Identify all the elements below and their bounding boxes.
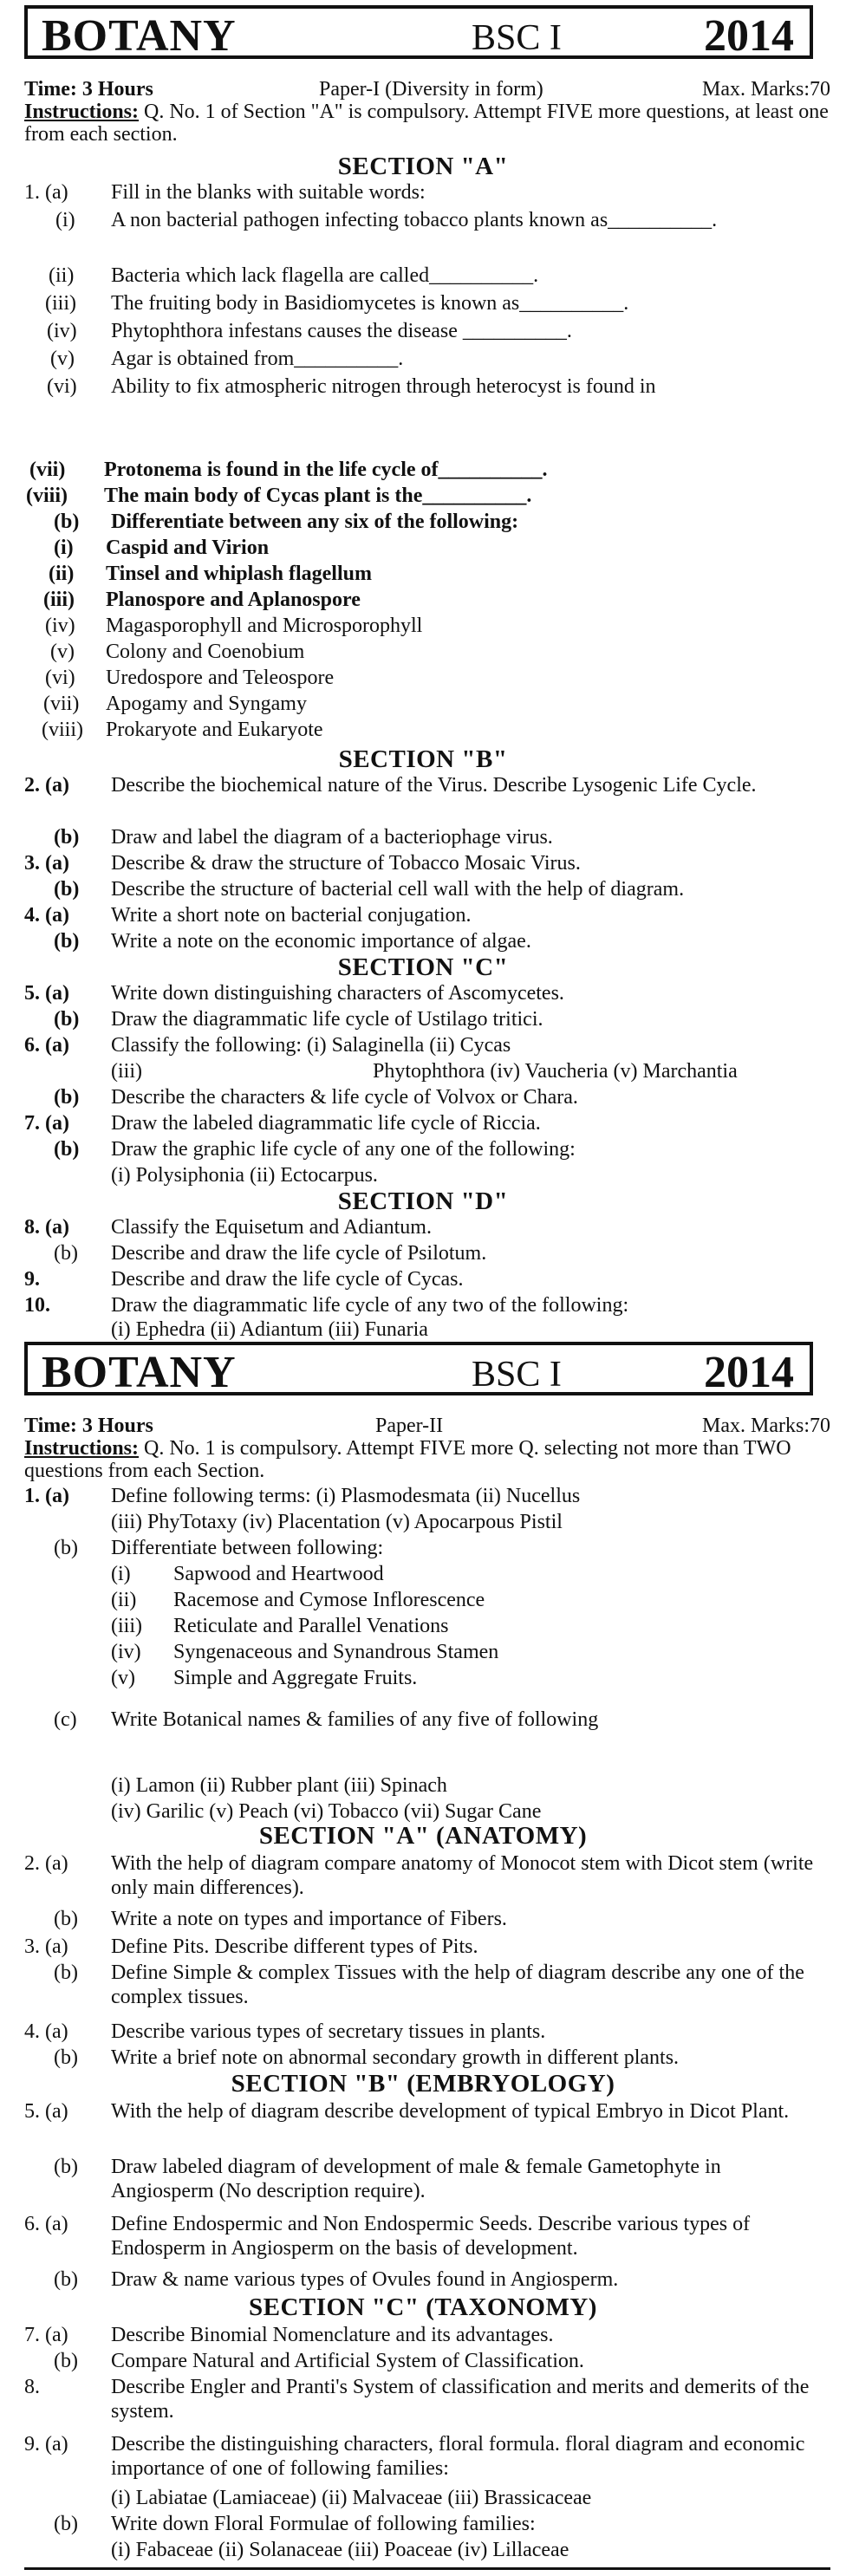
q1a-item-num: (iii) <box>45 292 76 315</box>
q1b-item-num: (v) <box>50 641 75 663</box>
q1a-item-text: Phytophthora infestans causes the disease __________. <box>111 320 572 342</box>
section-b-q-num: 3. (a) <box>24 852 69 875</box>
paper1-subject: BOTANY <box>42 11 237 61</box>
paper1-section-b-heading: SECTION "B" <box>338 745 508 773</box>
p2-q1-text: (iii) PhyTotaxy (iv) Placentation (v) Apocarpous Pistil <box>111 1511 563 1533</box>
p2-section-c-q-text: Write down Floral Formulae of following families: <box>111 2513 536 2535</box>
q1b-text: Differentiate between any six of the following: <box>111 511 519 533</box>
section-c-q-num: (b) <box>54 1008 80 1031</box>
p2-section-a-q-text: Define Simple & complex Tissues with the help of diagram describe any one of the complex tissues. <box>111 1961 804 2008</box>
p2-q1-text: Write Botanical names & families of any five of following <box>111 1708 599 1731</box>
paper1-section-d-heading: SECTION "D" <box>337 1187 509 1215</box>
p2-section-c-q-text: Describe the distinguishing characters, floral formula. floral diagram and economic importance of one of following families: <box>111 2433 805 2480</box>
p2-section-a-q-text: Define Pits. Describe different types of Pits. <box>111 1935 478 1958</box>
paper1-paper: Paper-I (Diversity in form) <box>319 78 543 101</box>
p2-section-a-q-num: (b) <box>54 1908 78 1930</box>
paper2-section-c-heading: SECTION "C" (TAXONOMY) <box>249 2293 597 2321</box>
section-d-q-text: Describe and draw the life cycle of Cycas. <box>111 1268 464 1291</box>
q1a-item-text: Bacteria which lack flagella are called__________. <box>111 264 539 287</box>
paper2-instructions <box>24 1437 830 1482</box>
section-d-q-num: 9. <box>24 1268 40 1291</box>
q1b-item-text: Colony and Coenobium <box>106 641 305 663</box>
paper2-time: Time: 3 Hours <box>24 1415 153 1437</box>
p2-section-c-q-num: 7. (a) <box>24 2324 68 2346</box>
p2-section-b-q-num: 5. (a) <box>24 2100 68 2123</box>
paper1-instructions-text: Q. No. 1 of Section "A" is compulsory. Attempt FIVE more questions, at least one from each section. <box>24 101 829 146</box>
paper2-section-a-heading: SECTION "A" (ANATOMY) <box>258 1822 588 1850</box>
p2-section-b-q-text: Define Endospermic and Non Endospermic Seeds. Describe various types of Endosperm in Angiosperm on the basis of development. <box>111 2213 751 2260</box>
p2-section-b-q-text: Draw labeled diagram of development of male & female Gametophyte in Angiosperm (No description require). <box>111 2156 721 2202</box>
q1a-item-text: A non bacterial pathogen infecting tobacco plants known as__________. <box>111 209 718 231</box>
p2-q1-num: (i) <box>111 1563 131 1585</box>
q1a-item-text: The main body of Cycas plant is the__________. <box>104 485 532 507</box>
q1a-item-text: Ability to fix atmospheric nitrogen through heterocyst is found in <box>111 375 656 398</box>
p2-section-b-q-num: (b) <box>54 2156 78 2178</box>
p2-q1-num: (ii) <box>111 1589 137 1611</box>
p2-section-a-q-num: 2. (a) <box>24 1852 68 1875</box>
p2-section-b-q-text: With the help of diagram describe development of typical Embryo in Dicot Plant. <box>111 2100 790 2123</box>
q1b-item-num: (iii) <box>43 589 75 611</box>
paper2-class: BSC I <box>472 1355 562 1395</box>
p2-section-a-q-text: Describe various types of secretary tissues in plants. <box>111 2020 546 2043</box>
section-d-q-text: (i) Ephedra (ii) Adiantum (iii) Funaria <box>111 1318 428 1341</box>
q1b-item-text: Uredospore and Teleospore <box>106 667 335 689</box>
q1b-item-text: Magasporophyll and Microsporophyll <box>106 615 423 637</box>
section-c-q-num: 7. (a) <box>24 1112 69 1135</box>
q1b-item-num: (viii) <box>42 719 83 741</box>
section-b-q-num: (b) <box>54 930 80 953</box>
section-b-q-text: Write a short note on bacterial conjugation. <box>111 904 472 927</box>
q1a-item-text: Protonema is found in the life cycle of__________. <box>104 459 548 481</box>
p2-q1-num: 1. (a) <box>24 1485 69 1507</box>
bottom-divider <box>24 2567 830 2570</box>
q1b-item-text: Apogamy and Syngamy <box>106 693 307 715</box>
paper1-instructions-label: Instructions: <box>24 101 140 123</box>
section-b-q-text: Write a note on the economic importance of algae. <box>111 930 531 953</box>
q1b-num: (b) <box>54 511 80 533</box>
section-d-q-num: 8. (a) <box>24 1216 69 1239</box>
section-c-q-text: Phytophthora (iv) Vaucheria (v) Marchantia <box>373 1060 738 1083</box>
p2-section-b-q-num: 6. (a) <box>24 2213 68 2235</box>
q1a-item-text: The fruiting body in Basidiomycetes is known as__________. <box>111 292 629 315</box>
p2-q1-num: (b) <box>54 1537 78 1559</box>
section-d-q-text: Draw the diagrammatic life cycle of any two of the following: <box>111 1294 629 1317</box>
section-b-q-num: (b) <box>54 878 80 901</box>
q1a-text: Fill in the blanks with suitable words: <box>111 181 426 204</box>
p2-q1-num: (iii) <box>111 1615 142 1637</box>
p2-section-a-q-text: Write a brief note on abnormal secondary growth in different plants. <box>111 2046 680 2069</box>
q1a-item-text: Agar is obtained from__________. <box>111 348 404 370</box>
q1a-item-num: (ii) <box>49 264 75 287</box>
section-c-q-num: 5. (a) <box>24 982 69 1005</box>
paper2-banner <box>24 1342 813 1395</box>
p2-section-a-q-text: With the help of diagram compare anatomy of Monocot stem with Dicot stem (write only main differences). <box>111 1852 814 1899</box>
p2-section-a-q-text: Write a note on types and importance of Fibers. <box>111 1908 507 1930</box>
section-b-q-num: 4. (a) <box>24 904 69 927</box>
q1b-item-num: (i) <box>54 537 74 559</box>
paper1-marks: Max. Marks:70 <box>702 78 830 101</box>
p2-q1-text: Define following terms: (i) Plasmodesmata (ii) Nucellus <box>111 1485 581 1507</box>
section-b-q-text: Describe the structure of bacterial cell wall with the help of diagram. <box>111 878 685 901</box>
p2-q1-text: Reticulate and Parallel Venations <box>173 1615 449 1637</box>
paper1-time: Time: 3 Hours <box>24 78 153 101</box>
section-b-q-text: Describe & draw the structure of Tobacco Mosaic Virus. <box>111 852 581 875</box>
p2-q1-text: Differentiate between following: <box>111 1537 384 1559</box>
p2-section-a-q-num: 4. (a) <box>24 2020 68 2043</box>
p2-q1-text: Simple and Aggregate Fruits. <box>173 1667 418 1689</box>
p2-section-a-q-num: 3. (a) <box>24 1935 68 1958</box>
q1a-item-num: (vi) <box>47 375 77 398</box>
section-d-q-text: Describe and draw the life cycle of Psilotum. <box>111 1242 487 1265</box>
section-b-q-num: (b) <box>54 826 80 849</box>
paper1-section-a-heading: SECTION "A" <box>337 153 509 180</box>
p2-q1-text: (iv) Garilic (v) Peach (vi) Tobacco (vii) Sugar Cane <box>111 1800 542 1823</box>
q1b-item-num: (ii) <box>49 563 75 585</box>
paper1-class: BSC I <box>472 18 562 58</box>
p2-section-c-q-text: Describe Binomial Nomenclature and its advantages. <box>111 2324 554 2346</box>
q1a-item-num: (i) <box>55 209 75 231</box>
q1b-item-text: Caspid and Virion <box>106 537 270 559</box>
section-c-q-text: Draw the graphic life cycle of any one of the following: <box>111 1138 576 1161</box>
p2-section-a-q-num: (b) <box>54 1961 78 1984</box>
q1b-item-num: (iv) <box>45 615 75 637</box>
p2-section-a-q-num: (b) <box>54 2046 78 2069</box>
paper2-paper: Paper-II <box>375 1415 444 1437</box>
p2-q1-text: (i) Lamon (ii) Rubber plant (iii) Spinach <box>111 1774 447 1797</box>
q1a-item-num: (v) <box>50 348 75 370</box>
paper2-subject: BOTANY <box>42 1348 237 1397</box>
p2-section-c-q-num: 8. <box>24 2376 40 2398</box>
section-d-q-text: Classify the Equisetum and Adiantum. <box>111 1216 432 1239</box>
q1a-item-num: (iv) <box>47 320 77 342</box>
section-d-q-num: (b) <box>54 1242 78 1265</box>
p2-section-c-q-num: (b) <box>54 2513 78 2535</box>
section-b-q-text: Describe the biochemical nature of the Virus. Describe Lysogenic Life Cycle. <box>111 774 757 797</box>
paper1-banner <box>24 5 813 59</box>
p2-q1-text: Sapwood and Heartwood <box>173 1563 384 1585</box>
p2-section-c-q-text: Compare Natural and Artificial System of Classification. <box>111 2350 584 2372</box>
q1a-item-num: (viii) <box>26 485 68 507</box>
section-c-q-text: (i) Polysiphonia (ii) Ectocarpus. <box>111 1164 378 1187</box>
section-c-q-text: Write down distinguishing characters of Ascomycetes. <box>111 982 564 1005</box>
paper2-marks: Max. Marks:70 <box>702 1415 830 1437</box>
paper2-instructions-text: Q. No. 1 is compulsory. Attempt FIVE more Q. selecting not more than TWO questions from each Section. <box>24 1437 791 1482</box>
q1b-item-text: Tinsel and whiplash flagellum <box>106 563 372 585</box>
section-c-q-text: Draw the diagrammatic life cycle of Ustilago tritici. <box>111 1008 543 1031</box>
p2-q1-num: (c) <box>54 1708 77 1731</box>
p2-section-c-q-text: Describe Engler and Pranti's System of classification and merits and demerits of the system. <box>111 2376 810 2423</box>
p2-section-c-q-num: 9. (a) <box>24 2433 68 2456</box>
section-c-q-num: (iii) <box>111 1060 142 1083</box>
section-c-q-text: Describe the characters & life cycle of Volvox or Chara. <box>111 1086 578 1109</box>
q1a-num: 1. (a) <box>24 181 68 204</box>
paper2-year: 2014 <box>704 1348 794 1397</box>
paper1-year: 2014 <box>704 11 794 61</box>
q1b-item-text: Prokaryote and Eukaryote <box>106 719 323 741</box>
paper1-section-c-heading: SECTION "C" <box>337 953 509 981</box>
section-c-q-text: Draw the labeled diagrammatic life cycle of Riccia. <box>111 1112 541 1135</box>
p2-section-b-q-num: (b) <box>54 2268 78 2291</box>
section-c-q-num: 6. (a) <box>24 1034 69 1057</box>
section-b-q-text: Draw and label the diagram of a bacteriophage virus. <box>111 826 553 849</box>
section-c-q-text: Classify the following: (i) Salaginella (ii) Cycas <box>111 1034 511 1057</box>
q1b-item-num: (vii) <box>43 693 80 715</box>
paper2-instructions-label: Instructions: <box>24 1437 140 1460</box>
p2-q1-text: Syngenaceous and Synandrous Stamen <box>173 1641 499 1663</box>
p2-section-b-q-text: Draw & name various types of Ovules found in Angiosperm. <box>111 2268 619 2291</box>
section-c-q-num: (b) <box>54 1086 80 1109</box>
q1a-item-num: (vii) <box>29 459 66 481</box>
p2-section-c-q-text: (i) Fabaceae (ii) Solanaceae (iii) Poaceae (iv) Lillaceae <box>111 2539 569 2561</box>
q1b-item-num: (vi) <box>45 667 75 689</box>
section-d-q-num: 10. <box>24 1294 50 1317</box>
section-c-q-num: (b) <box>54 1138 80 1161</box>
p2-section-c-q-text: (i) Labiatae (Lamiaceae) (ii) Malvaceae (iii) Brassicaceae <box>111 2487 592 2509</box>
p2-q1-num: (v) <box>111 1667 135 1689</box>
paper1-instructions <box>24 101 830 146</box>
q1b-item-text: Planospore and Aplanospore <box>106 589 361 611</box>
section-b-q-num: 2. (a) <box>24 774 69 797</box>
p2-section-c-q-num: (b) <box>54 2350 78 2372</box>
p2-q1-text: Racemose and Cymose Inflorescence <box>173 1589 485 1611</box>
p2-q1-num: (iv) <box>111 1641 141 1663</box>
paper2-section-b-heading: SECTION "B" (EMBRYOLOGY) <box>231 2070 615 2098</box>
